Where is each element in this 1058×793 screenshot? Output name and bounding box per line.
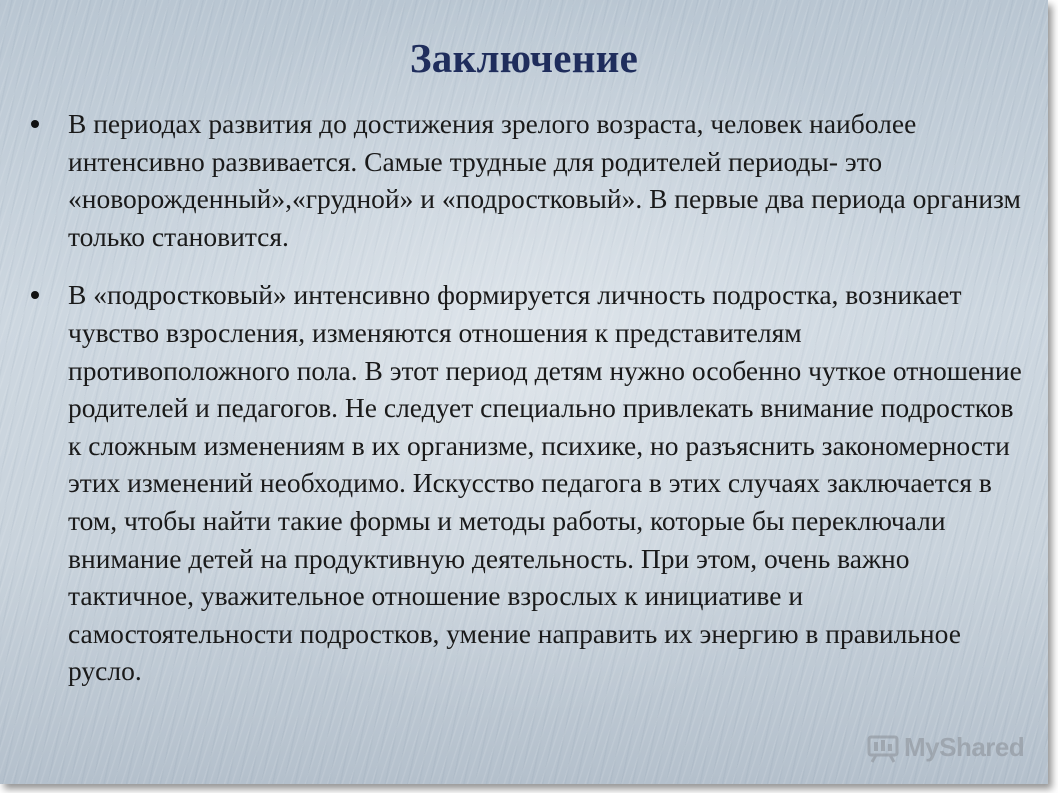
myshared-logo-icon <box>866 730 900 764</box>
bullet-item <box>30 276 1030 690</box>
bullet-dot-icon <box>31 120 39 128</box>
watermark-text: MyShared <box>904 731 1025 762</box>
slide-title: Заключение <box>409 35 639 81</box>
bullet-text: В периодах развития до достижения зрелого возраста, человек наиболее интенсивно развивается. Самые трудные для родителей периоды- это «новорожденный»,«грудной» и «подростковый». В первые два периода организм только становится. <box>68 108 1021 252</box>
watermark <box>866 728 1024 766</box>
bullet-text: В «подростковый» интенсивно формируется личность подростка, возникает чувство взросления, изменяются отношения к представителям противоположного пола. В этот период детям нужно особенно чуткое отношение родителей и педагогов. Не следует специально привлекать внимание подростков к сложным изменениям в их организме, психике, но разъяснить закономерности этих изменений необходимо. Искусство педагога в этих случаях заключается в том, чтобы найти такие формы и методы работы, которые бы переключали внимание детей на продуктивную деятельность. При этом, очень важно тактичное, уважительное отношение взрослых к инициативе и самостоятельности подростков, умение направить их энергию в правильное русло. <box>68 279 1022 687</box>
bullet-list <box>30 105 1030 690</box>
bullet-dot-icon <box>31 291 39 299</box>
bullet-item <box>30 105 1030 255</box>
